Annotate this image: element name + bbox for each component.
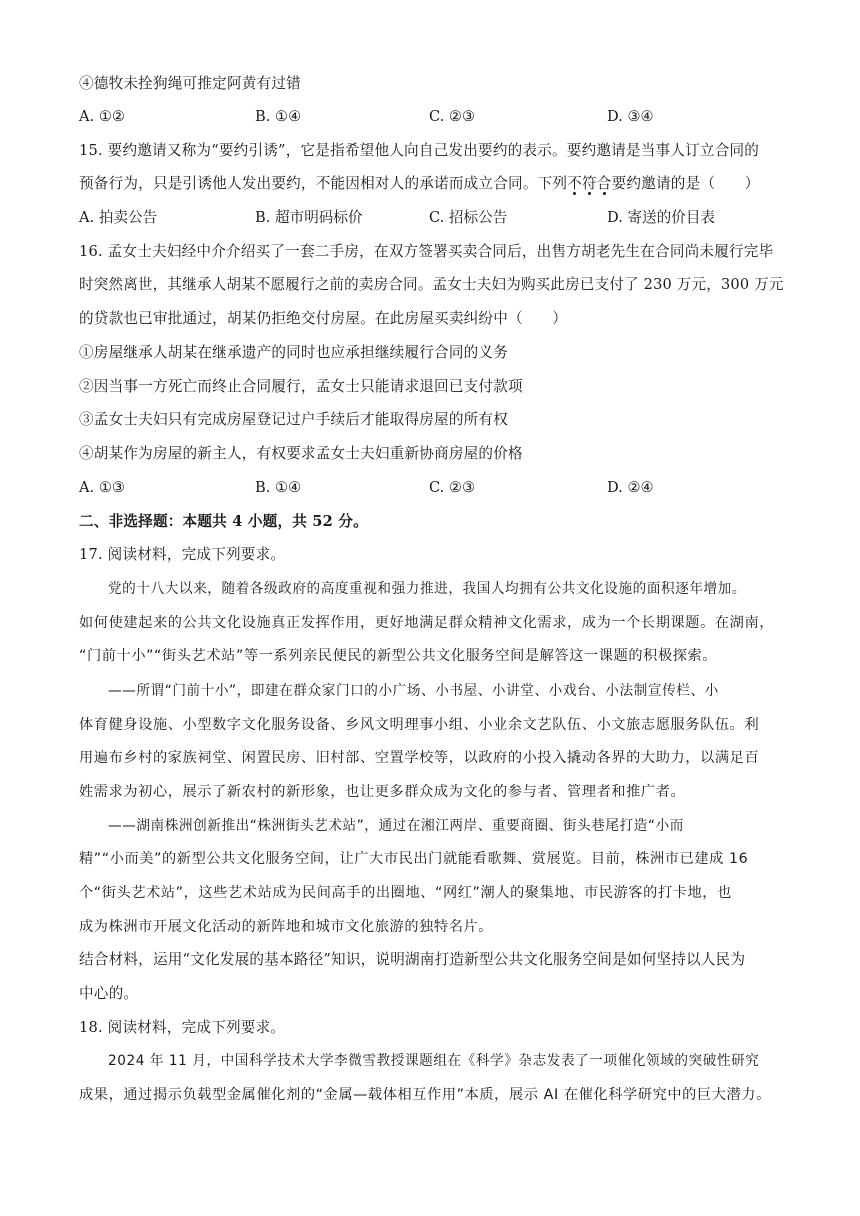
q16-options bbox=[79, 477, 784, 499]
q16-option-b: B. ①④ bbox=[255, 479, 302, 496]
q17-material-p1-line-1: 党的十八大以来，随着各级政府的高度重视和强力推进，我国人均拥有公共文化设施的面积逐年增加。 bbox=[108, 581, 747, 597]
q17-material-p1-line-2: 如何使建起来的公共文化设施真正发挥作用，更好地满足群众精神文化需求，成为一个长期课题。在湖南， bbox=[79, 615, 775, 631]
q14-option-b: B. ①④ bbox=[255, 108, 302, 125]
emphasis-char: 符 bbox=[582, 175, 597, 192]
q17-material-p3-line-1: ——湖南株洲创新推出“株洲街头艺术站”，通过在湘江两岸、重要商圈、街头巷尾打造“小而 bbox=[108, 818, 684, 834]
q16-option-a: A. ①③ bbox=[79, 479, 125, 496]
q17-material-p2-line-3: 用遍布乡村的家族祠堂、闲置民房、旧村部、空置学校等，以政府的小投入撬动各界的大助力，以满足百 bbox=[79, 750, 760, 766]
q16-statement-3: ③孟女士夫妇只有完成房屋登记过户手续后才能取得房屋的所有权 bbox=[79, 411, 509, 428]
q17-requirement-line-2: 中心的。 bbox=[79, 985, 139, 1002]
q15-stem-line-2 bbox=[79, 173, 784, 195]
q17-material-p3-line-4: 成为株洲市开展文化活动的新阵地和城市文化旅游的独特名片。 bbox=[79, 919, 494, 935]
q14-options bbox=[79, 106, 784, 128]
section-heading: 二、非选择题：本题共 4 小题，共 52 分。 bbox=[79, 513, 368, 530]
q17-title: 17. 阅读材料，完成下列要求。 bbox=[79, 546, 286, 563]
q18-material-p1-line-1: 2024 年 11 月，中国科学技术大学李微雪教授课题组在《科学》杂志发表了一项催化领域的突破性研究 bbox=[108, 1053, 760, 1069]
q15-option-d: D. 寄送的价目表 bbox=[607, 209, 716, 226]
q18-title: 18. 阅读材料，完成下列要求。 bbox=[79, 1019, 286, 1036]
q17-material-p2-line-2: 体育健身设施、小型数字文化服务设备、乡风文明理事小组、小业余文艺队伍、小文旅志愿服务队伍。利 bbox=[79, 717, 760, 733]
emphasis-char: 不 bbox=[567, 175, 582, 192]
q17-material-p3-line-3: 个“街头艺术站”，这些艺术站成为民间高手的出圈地、“网红”潮人的聚集地、市民游客的打卡地，也 bbox=[79, 885, 732, 901]
q16-stem-line-3: 的贷款也已审批通过，胡某仍拒绝交付房屋。在此房屋买卖纠纷中（ ） bbox=[79, 310, 568, 327]
q16-option-d: D. ②④ bbox=[607, 479, 654, 496]
q16-statement-4: ④胡某作为房屋的新主人，有权要求孟女士夫妇重新协商房屋的价格 bbox=[79, 445, 523, 462]
q17-material-p1-line-3: “门前十小”“街头艺术站”等一系列亲民便民的新型公共文化服务空间是解答这一课题的积极探索。 bbox=[79, 648, 718, 664]
q15-options bbox=[79, 207, 784, 229]
q17-material-p3-line-2: 精”“小而美”的新型公共文化服务空间，让广大市民出门就能看歌舞、赏展览。目前，株洲市已建成 16 bbox=[79, 851, 749, 867]
q15-option-c: C. 招标公告 bbox=[429, 209, 508, 226]
q15-option-b: B. 超市明码标价 bbox=[255, 209, 363, 226]
q14-option-d: D. ③④ bbox=[607, 108, 654, 125]
q15-stem-tail: 要约邀请的是（ ） bbox=[611, 175, 760, 192]
q17-material-p2-line-4: 姓需求为初心，展示了新农村的新形象，也让更多群众成为文化的参与者、管理者和推广者。 bbox=[79, 784, 686, 800]
q16-stem-line-1: 16. 孟女士夫妇经中介介绍买了一套二手房，在双方签署买卖合同后，出售方胡老先生在合同尚未履行完毕 bbox=[79, 243, 774, 260]
q17-requirement-line-1: 结合材料，运用“文化发展的基本路径”知识，说明湖南打造新型公共文化服务空间是如何坚持以人民为 bbox=[79, 951, 746, 968]
q14-option-c: C. ②③ bbox=[429, 108, 476, 125]
q15-stem-line-1: 15. 要约邀请又称为“要约引诱”，它是指希望他人向自己发出要约的表示。要约邀请是当事人订立合同的 bbox=[79, 142, 760, 159]
q17-material-p2-line-1: ——所谓“门前十小”，即建在群众家门口的小广场、小书屋、小讲堂、小戏台、小法制宣传栏、小 bbox=[108, 683, 719, 699]
q16-option-c: C. ②③ bbox=[429, 479, 476, 496]
q16-stem-line-2: 时突然离世，其继承人胡某不愿履行之前的卖房合同。孟女士夫妇为购买此房已支付了 230 万元，300 万元 bbox=[79, 276, 784, 293]
statement-4-q14: ④德牧未拴狗绳可推定阿黄有过错 bbox=[79, 75, 301, 92]
q14-option-a: A. ①② bbox=[79, 108, 125, 125]
q15-option-a: A. 拍卖公告 bbox=[79, 209, 158, 226]
q16-statement-1: ①房屋继承人胡某在继承遗产的同时也应承担继续履行合同的义务 bbox=[79, 344, 509, 361]
q15-stem-text: 预备行为，只是引诱他人发出要约，不能因相对人的承诺而成立合同。下列 bbox=[79, 175, 568, 192]
q16-statement-2: ②因当事一方死亡而终止合同履行，孟女士只能请求退回已支付款项 bbox=[79, 378, 523, 395]
q18-material-p1-line-2: 成果，通过揭示负载型金属催化剂的“金属—载体相互作用”本质，展示 AI 在催化科学研究中的巨大潜力。 bbox=[79, 1087, 771, 1103]
emphasis-char: 合 bbox=[596, 175, 612, 192]
